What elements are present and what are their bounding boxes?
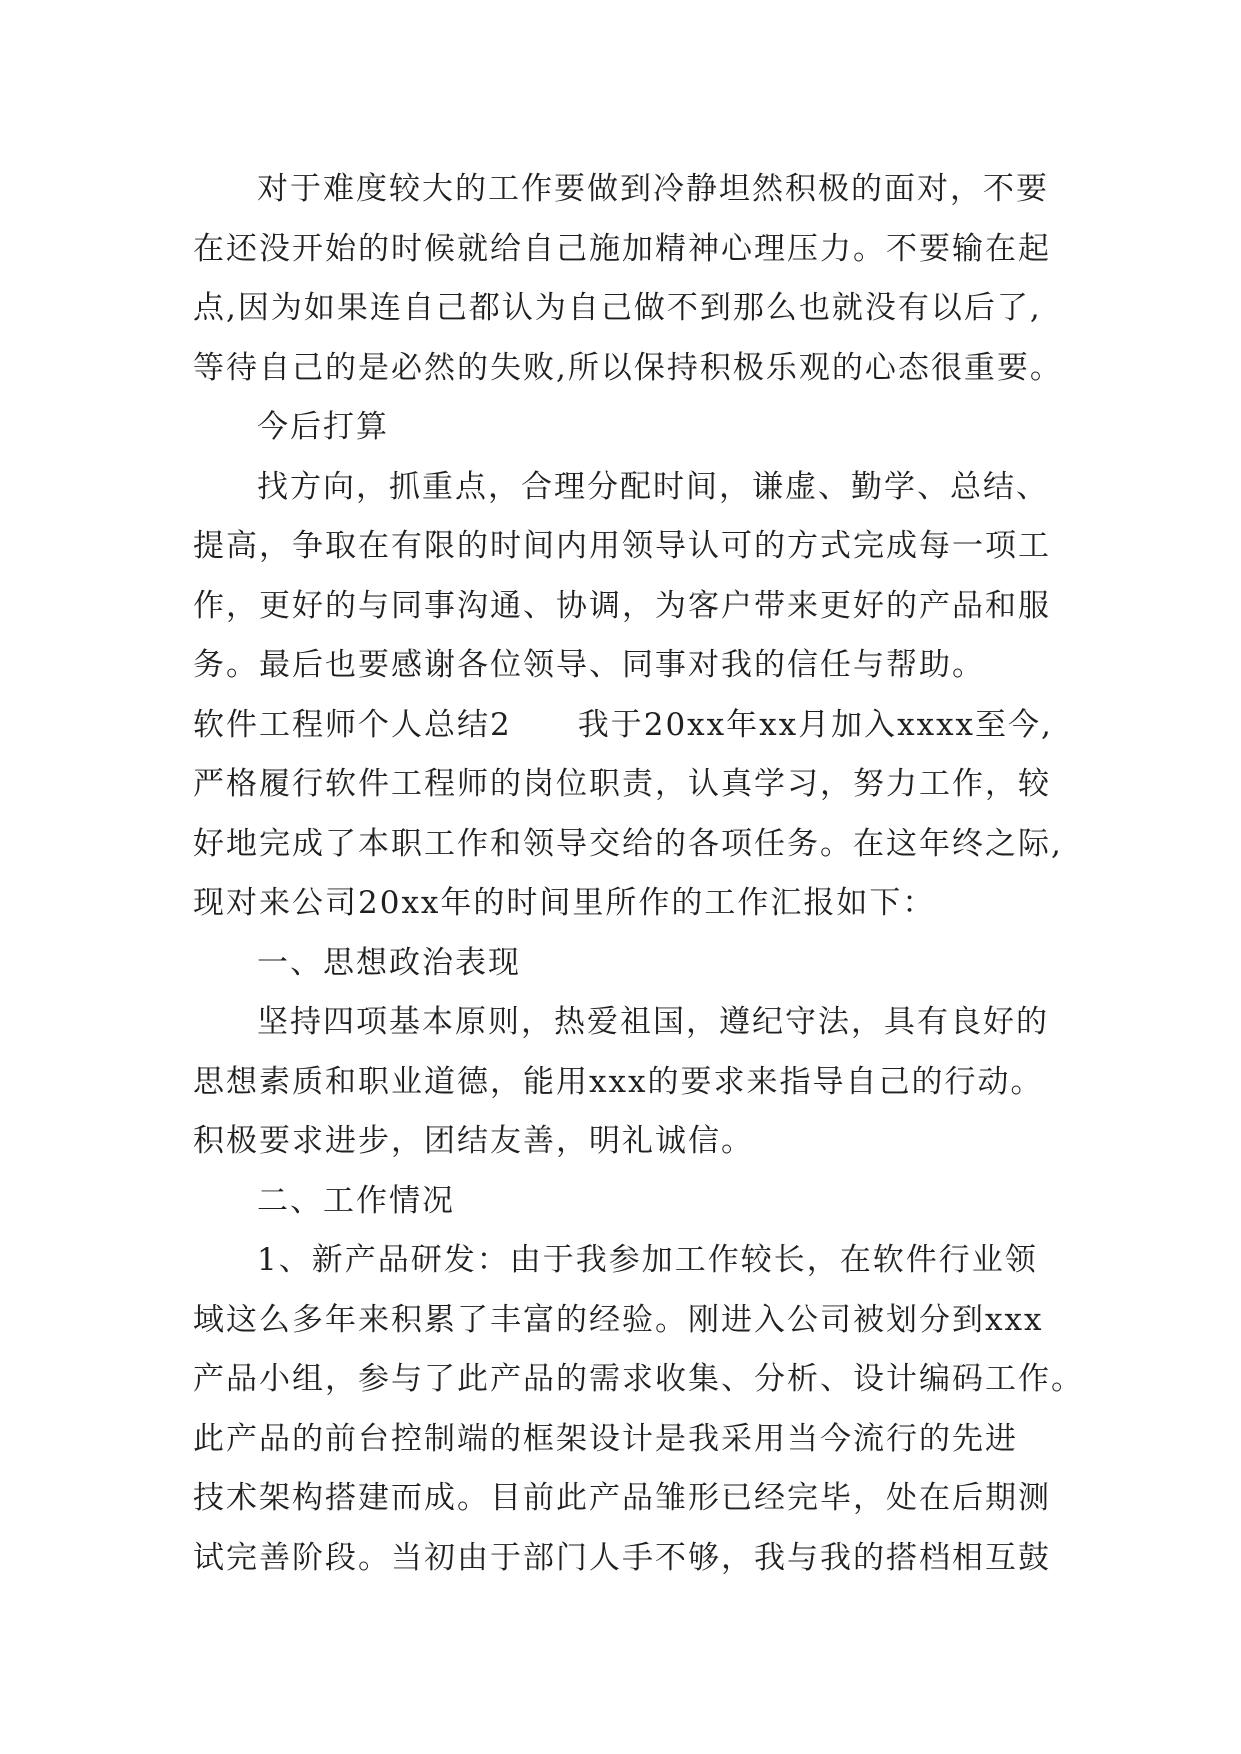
text-line: 试完善阶段。当初由于部门人手不够，我与我的搭档相互鼓 xyxy=(193,1539,1051,1576)
text-line: 一、思想政治表现 xyxy=(257,944,521,981)
text-line: 技术架构搭建而成。目前此产品雏形已经完毕，处在后期测 xyxy=(193,1480,1051,1516)
text-line: 等待自己的是必然的失败,所以保持积极乐观的心态很重要。 xyxy=(193,349,1063,386)
text-line: 思想素质和职业道德，能用xxx的要求来指导自己的行动。 xyxy=(193,1063,1044,1100)
document-body xyxy=(193,160,1093,1588)
text-line: 现对来公司20xx年的时间里所作的工作汇报如下： xyxy=(193,885,936,921)
text-line: 1、新产品研发：由于我参加工作较长，在软件行业领 xyxy=(257,1242,1038,1278)
text-line: 严格履行软件工程师的岗位职责，认真学习，努力工作，较 xyxy=(193,766,1051,802)
text-line: 找方向，抓重点，合理分配时间，谦虚、勤学、总结、 xyxy=(257,468,1049,505)
text-line: 软件工程师个人总结2 我于20xx年xx月加入xxxx至今, xyxy=(193,706,1053,743)
text-line: 在还没开始的时候就给自己施加精神心理压力。不要输在起 xyxy=(193,230,1051,267)
text-line: 对于难度较大的工作要做到冷静坦然积极的面对，不要 xyxy=(257,171,1049,207)
text-line: 好地完成了本职工作和领导交给的各项任务。在这年终之际, xyxy=(193,825,1063,862)
text-line: 作，更好的与同事沟通、协调，为客户带来更好的产品和服 xyxy=(193,587,1051,624)
text-line: 积极要求进步，团结友善，明礼诚信。 xyxy=(193,1123,754,1159)
text-line: 点,因为如果连自己都认为自己做不到那么也就没有以后了, xyxy=(193,290,1042,326)
text-line: 提高，争取在有限的时间内用领导认可的方式完成每一项工 xyxy=(193,528,1051,564)
text-line: 今后打算 xyxy=(257,409,389,445)
text-line: 域这么多年来积累了丰富的经验。刚进入公司被划分到xxx xyxy=(193,1301,1044,1338)
text-line: 产品小组，参与了此产品的需求收集、分析、设计编码工作。 xyxy=(193,1361,1084,1397)
text-line: 务。最后也要感谢各位领导、同事对我的信任与帮助。 xyxy=(193,647,985,683)
text-line: 坚持四项基本原则，热爱祖国，遵纪守法，具有良好的 xyxy=(257,1004,1049,1040)
text-line: 二、工作情况 xyxy=(257,1182,455,1219)
text-line: 此产品的前台控制端的框架设计是我采用当今流行的先进 xyxy=(193,1420,1018,1457)
